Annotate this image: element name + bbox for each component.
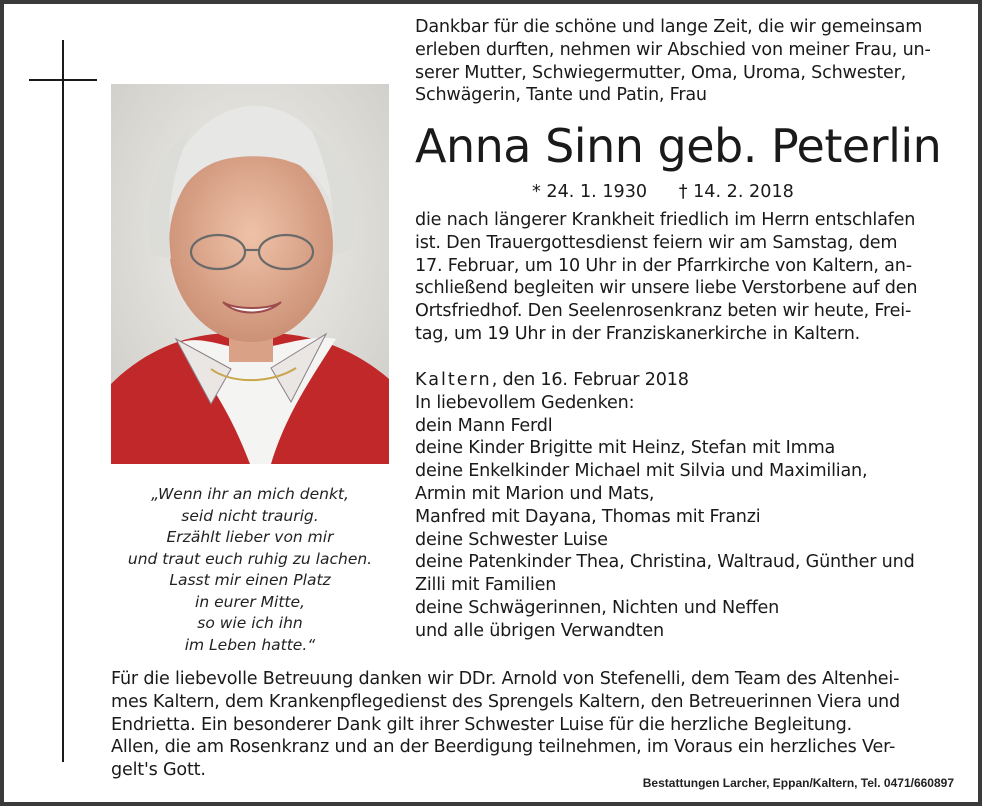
mourner-line: deine Schwester Luise — [415, 529, 608, 550]
funeral-details — [415, 209, 917, 346]
portrait-photo — [111, 84, 389, 464]
birth-date: * 24. 1. 1930 — [532, 182, 648, 202]
undertaker-credit: Bestattungen Larcher, Eppan/Kaltern, Tel. 0471/660897 — [642, 776, 954, 790]
place-name: Kaltern — [415, 370, 492, 390]
mourner-line: deine Enkelkinder Michael mit Silvia und Maximilian, — [415, 461, 868, 482]
thanks-line: Allen, die am Rosenkranz und an der Beerdigung teilnehmen, im Voraus ein herzliches Ver- — [111, 737, 896, 758]
thanks-line: gelt's Gott. — [111, 760, 206, 781]
body-line: die nach längerer Krankheit friedlich im Herrn entschlafen — [415, 210, 916, 230]
life-dates — [532, 180, 820, 204]
obituary-notice — [4, 4, 978, 802]
quote-line: in eurer Mitte, — [195, 592, 305, 611]
quote-line: im Leben hatte.“ — [184, 635, 316, 654]
death-date: † 14. 2. 2018 — [678, 182, 794, 202]
mourner-line: deine Kinder Brigitte mit Heinz, Stefan mit Imma — [415, 438, 836, 459]
quote-line: so wie ich ihn — [197, 614, 303, 632]
memorial-quote — [111, 484, 389, 656]
quote-line: Erzählt lieber von mir — [166, 528, 334, 546]
mourner-line: In liebevollem Gedenken: — [415, 392, 635, 413]
body-line: ist. Den Trauergottesdienst feiern wir am Samstag, dem — [415, 232, 898, 253]
cross-horizontal-bar — [29, 79, 97, 81]
mourner-line: deine Patenkinder Thea, Christina, Waltraud, Günther und — [415, 552, 915, 573]
quote-line: seid nicht traurig. — [181, 506, 319, 525]
intro-line: erleben durften, nehmen wir Abschied von meiner Frau, un- — [415, 39, 931, 60]
body-line: schließend begleiten wir unsere liebe Verstorbene auf den — [415, 278, 918, 299]
mourners-list — [415, 369, 915, 643]
thanks-line: Für die liebevolle Betreuung danken wir DDr. Arnold von Stefenelli, dem Team des Altenhei- — [111, 669, 900, 689]
mourner-line: und alle übrigen Verwandten — [415, 620, 664, 641]
date-text: , den 16. Februar 2018 — [491, 370, 689, 390]
intro-line: Dankbar für die schöne und lange Zeit, die wir gemeinsam — [415, 17, 923, 37]
body-line: Ortsfriedhof. Den Seelenrosenkranz beten wir heute, Frei- — [415, 301, 912, 322]
mourner-line: dein Mann Ferdl — [415, 415, 553, 436]
deceased-name: Anna Sinn geb. Peterlin — [415, 119, 942, 173]
mourner-line: Manfred mit Dayana, Thomas mit Franzi — [415, 506, 761, 527]
intro-text — [415, 16, 955, 107]
date-line — [415, 369, 915, 392]
cross-vertical-bar — [62, 40, 64, 762]
mourner-line: Zilli mit Familien — [415, 575, 557, 596]
mourner-line: deine Schwägerinnen, Nichten und Neffen — [415, 597, 780, 618]
intro-line: Schwägerin, Tante und Patin, Frau — [415, 85, 707, 106]
quote-line: „Wenn ihr an mich denkt, — [151, 485, 349, 503]
quote-line: und traut euch ruhig zu lachen. — [127, 549, 373, 568]
body-line: 17. Februar, um 10 Uhr in der Pfarrkirche von Kaltern, an- — [415, 255, 912, 276]
mourner-line: Armin mit Marion und Mats, — [415, 483, 655, 504]
thanks-paragraph — [111, 668, 900, 782]
body-line: tag, um 19 Uhr in der Franziskanerkirche in Kaltern. — [415, 323, 861, 344]
intro-line: serer Mutter, Schwiegermutter, Oma, Uroma, Schwester, — [415, 62, 907, 83]
quote-line: Lasst mir einen Platz — [169, 571, 331, 589]
thanks-line: Endrietta. Ein besonderer Dank gilt ihrer Schwester Luise für die herzliche Begleitung. — [111, 714, 853, 735]
thanks-line: mes Kaltern, dem Krankenpflegedienst des Sprengels Kaltern, den Betreuerinnen Viera und — [111, 691, 900, 712]
